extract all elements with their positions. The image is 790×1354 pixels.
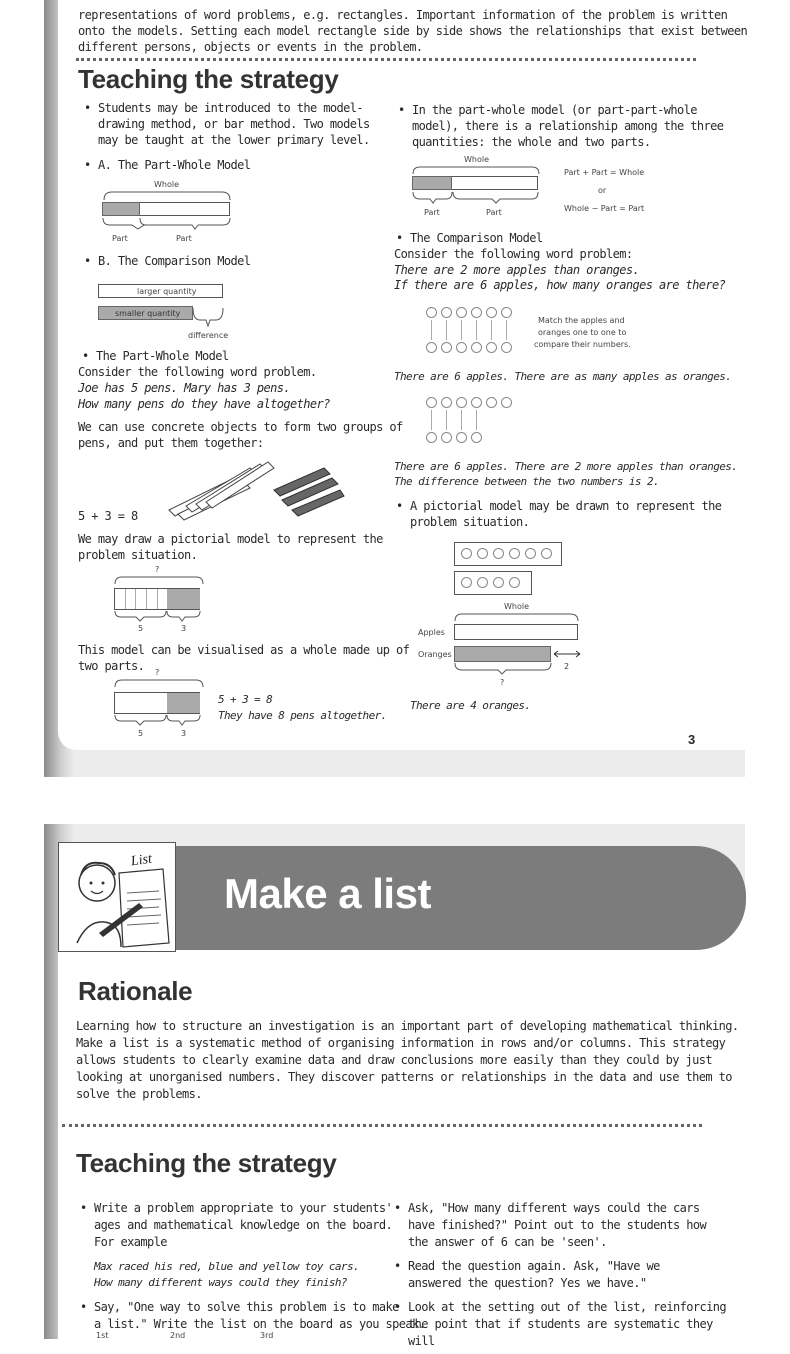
formula-1: Part + Part = Whole (564, 168, 645, 177)
oranges-box (454, 571, 532, 595)
section-divider (62, 1124, 702, 1127)
p2-right-bullet-3-line-3: will (408, 1334, 435, 1348)
model2-question-mark: ? (155, 668, 160, 677)
right-bullet-1-line-2: model), there is a relationship among the three (412, 119, 724, 133)
p2-left-bullet-1-line-1: • Write a problem appropriate to your students' (94, 1200, 392, 1216)
list-icon-text: List (129, 851, 153, 870)
section-heading: Teaching the strategy (78, 64, 339, 94)
intro-line-1: representations of word problems, e.g. rectangles. Important information of the problem is written (78, 8, 728, 22)
oranges-question-mark: ? (500, 678, 505, 687)
left-bullet-part-whole: • A. The Part-Whole Model (98, 157, 250, 173)
right-bullet-pictorial-line-2: problem situation. (410, 515, 530, 529)
left-bullet-1-line-2: drawing method, or bar method. Two models (98, 117, 370, 131)
oranges-brace (454, 662, 554, 676)
left-bullet-part-whole-2: • The Part-Whole Model (96, 348, 229, 364)
visual-line-2: two parts. (78, 659, 145, 673)
rpw-part-braces (412, 191, 542, 203)
right-bullet-pictorial-line-1: • A pictorial model may be drawn to represent the (410, 498, 721, 514)
cmp-larger-label: larger quantity (137, 287, 197, 296)
cmp-smaller-label: smaller quantity (115, 309, 181, 318)
p2-left-bullet-2-line-1: • Say, "One way to solve this problem is to make (94, 1299, 399, 1315)
p2-left-bullet-2-line-2: a list." Write the list on the board as you speak. (94, 1317, 426, 1331)
oranges-bar (454, 646, 551, 662)
difference-2-label: 2 (564, 662, 570, 671)
example-line-1: Max raced his red, blue and yellow toy cars. (94, 1260, 359, 1273)
list-col-3: 3rd (260, 1331, 274, 1340)
answer-sentence: There are 4 oranges. (410, 699, 531, 712)
p2-right-bullet-1-line-3: the answer of 6 can be 'seen'. (408, 1235, 607, 1249)
model-bottom-braces (114, 610, 204, 622)
equation-2: 5 + 3 = 8 (218, 693, 273, 706)
right-bullet-1-line-3: quantities: the whole and two parts. (412, 135, 651, 149)
p2-left-bullet-1-line-2: ages and mathematical knowledge on the board. (94, 1218, 393, 1232)
chapter-title: Make a list (224, 870, 431, 917)
right-consider: Consider the following word problem: (394, 247, 633, 261)
right-problem-line-1: There are 2 more apples than oranges. (394, 263, 640, 277)
p2-right-bullet-3-line-2: the point that if students are systematic they (408, 1317, 713, 1331)
formula-or: or (598, 186, 607, 195)
model2-bottom-braces (114, 714, 204, 726)
match-note-1: Match the apples and (538, 316, 625, 325)
cmp-difference-label: difference (188, 331, 229, 340)
difference-line-1: There are 6 apples. There are 2 more apples than oranges. (394, 460, 738, 473)
rationale-line-4: looking at unorganised numbers. They discover patterns or relationships in the data and use them to (76, 1070, 732, 1084)
difference-line-2: The difference between the two numbers is 2. (394, 475, 659, 488)
cmp-difference-brace (192, 306, 224, 328)
pw-whole-brace (102, 190, 232, 202)
cmp-smaller-bar (98, 306, 193, 320)
p2-right-bullet-1-line-1: • Ask, "How many different ways could the cars (408, 1200, 699, 1216)
model-top-brace (114, 574, 204, 586)
rationale-line-5: solve the problems. (76, 1087, 202, 1101)
pens-bar (114, 588, 200, 610)
apples-label: Apples (418, 628, 445, 637)
concrete-line-1: We can use concrete objects to form two groups of (78, 420, 403, 434)
list-col-1: 1st (96, 1331, 109, 1340)
difference-arrow (552, 648, 582, 662)
pw-part-label-2: Part (176, 234, 192, 243)
model2-label-3: 3 (181, 729, 187, 738)
visual-line-1: This model can be visualised as a whole made up of (78, 643, 410, 657)
pw-part-shaded (102, 202, 140, 216)
concrete-line-2: pens, and put them together: (78, 436, 264, 450)
example-line-2: How many different ways could they finish? (94, 1276, 347, 1289)
model2-label-5: 5 (138, 729, 144, 738)
pw-part-braces (102, 217, 232, 229)
rpw-part-label-2: Part (486, 208, 502, 217)
cmp-whole-label: Whole (504, 602, 530, 611)
left-bullet-1-line-1: • Students may be introduced to the model- (98, 100, 363, 116)
right-bullet-comparison: • The Comparison Model (410, 230, 543, 246)
p2-right-bullet-2-line-2: answered the question? Yes we have." (408, 1276, 647, 1290)
apples-bar (454, 624, 578, 640)
list-boy-icon (58, 842, 176, 952)
section-divider (76, 58, 696, 61)
problem-line-2: How many pens do they have altogether? (78, 397, 330, 411)
page-3 (44, 0, 748, 777)
oranges-label: Oranges (418, 650, 452, 659)
as-many-sentence: There are 6 apples. There are as many apples as oranges. (394, 370, 732, 383)
intro-line-3: different persons, objects or events in the problem. (78, 40, 423, 54)
rpw-part-shaded (412, 176, 452, 190)
p2-right-bullet-1-line-2: have finished?" Point out to the students how (408, 1218, 707, 1232)
model2-bar (114, 692, 200, 714)
rpw-part-label-1: Part (424, 208, 440, 217)
p2-right-bullet-2-line-1: • Read the question again. Ask, "Have we (408, 1258, 660, 1274)
problem-intro: Consider the following word problem. (78, 365, 317, 379)
right-problem-line-2: If there are 6 apples, how many oranges are there? (394, 278, 726, 292)
cmp-whole-brace (454, 611, 580, 623)
teaching-heading: Teaching the strategy (76, 1148, 337, 1178)
rationale-line-2: Make a list is a systematic method of organising information in rows and/or columns. This strategy (76, 1036, 726, 1050)
model-question-mark: ? (155, 565, 160, 574)
apples-box (454, 542, 562, 566)
right-bullet-1-line-1: • In the part-whole model (or part-part-whole (412, 102, 697, 118)
pens-illustration (164, 460, 344, 520)
rationale-heading: Rationale (78, 976, 193, 1006)
model2-top-brace (114, 677, 204, 689)
list-col-2: 2nd (170, 1331, 186, 1340)
left-bullet-comparison: • B. The Comparison Model (98, 253, 250, 269)
problem-line-1: Joe has 5 pens. Mary has 3 pens. (78, 381, 290, 395)
intro-line-2: onto the models. Setting each model rectangle side by side shows the relationships that exist between (78, 24, 748, 38)
page-make-a-list (44, 824, 745, 1348)
rationale-line-3: allows students to clearly examine data and draw conclusions more easily than they could by just (76, 1053, 712, 1067)
equation-1: 5 + 3 = 8 (78, 509, 138, 523)
match-note-2: oranges one to one to (538, 328, 627, 337)
equation-2-sentence: They have 8 pens altogether. (218, 709, 387, 722)
draw-line-1: We may draw a pictorial model to represent the (78, 532, 383, 546)
model-label-3: 3 (181, 624, 187, 633)
page-number: 3 (688, 732, 696, 747)
pw-whole-label: Whole (154, 180, 180, 189)
rationale-line-1: Learning how to structure an investigation is an important part of developing mathematical thinking. (76, 1019, 739, 1033)
model-label-5: 5 (138, 624, 144, 633)
pw-part-label-1: Part (112, 234, 128, 243)
rpw-whole-brace (412, 164, 542, 176)
left-bullet-1-line-3: may be taught at the lower primary level. (98, 133, 370, 147)
formula-2: Whole − Part = Part (564, 204, 645, 213)
match-note-3: compare their numbers. (534, 340, 631, 349)
draw-line-2: problem situation. (78, 548, 198, 562)
p2-right-bullet-3-line-1: • Look at the setting out of the list, reinforcing (408, 1299, 726, 1315)
rpw-whole-label: Whole (464, 155, 490, 164)
cmp-larger-bar (98, 284, 223, 298)
p2-left-bullet-1-line-3: For example (94, 1235, 167, 1249)
